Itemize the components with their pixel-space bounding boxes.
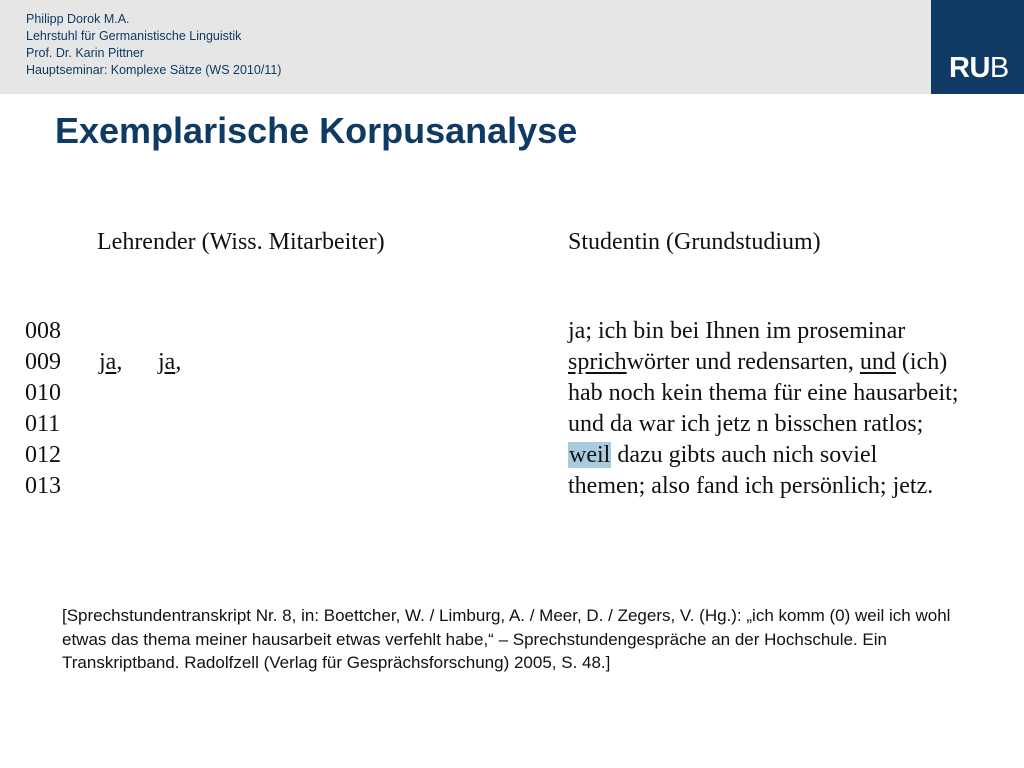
overlap-und: und [859,349,896,375]
highlighted-weil: weil [569,442,611,468]
rub-logo-ru: RU [949,52,990,84]
slide-title: Exemplarische Korpusanalyse [55,110,578,151]
line-number: 012 [25,442,61,468]
line-number: 010 [25,380,61,406]
line-number: 008 [25,318,61,344]
line-number: 013 [25,473,61,499]
rub-logo-b: B [989,52,1009,84]
comma: , [175,349,182,375]
backchannel-ja: ja [158,349,176,375]
overlap-sprich: sprich [568,349,627,375]
rub-logo-text [949,52,1009,85]
comma: , [116,349,123,375]
author-block [26,11,281,79]
slide-header [0,0,1024,94]
text-segment: dazu gibts auch nich soviel [611,442,878,468]
rub-logo [931,0,1024,94]
line-number: 011 [25,411,61,437]
teacher-utterance-1 [99,349,122,376]
source-citation: [Sprechstundentranskript Nr. 8, in: Boettcher, W. / Limburg, A. / Meer, D. / Zegers, V. (Hg.): „ich komm (0) weil ich wohl etwas das thema meiner hausarbeit etwas verfehlt habe,“ – Sprechstundengespräche an der Hochschule. Ein Transkriptband. Radolfzell (Verlag für Gesprächsforschung) 2005, S. 48.] [62,606,951,672]
backchannel-ja: ja [99,349,117,375]
seminar-name: Hauptseminar: Komplexe Sätze (WS 2010/11) [26,63,282,77]
text-segment: wörter und redensarten, [626,349,860,375]
student-line-012 [568,442,877,469]
chair-name: Lehrstuhl für Germanistische Linguistik [26,29,242,43]
professor-name: Prof. Dr. Karin Pittner [26,46,145,60]
line-number: 009 [25,349,61,375]
student-line-013: themen; also fand ich persönlich; jetz. [568,473,934,499]
student-line-009 [568,349,947,376]
text-segment: (ich) [895,349,948,375]
column-header-student: Studentin (Grundstudium) [568,229,821,255]
student-line-008: ja; ich bin bei Ihnen im proseminar [568,318,906,344]
column-header-teacher: Lehrender (Wiss. Mitarbeiter) [97,229,385,255]
author-name: Philipp Dorok M.A. [26,12,130,26]
teacher-utterance-2 [158,349,181,376]
student-line-010: hab noch kein thema für eine hausarbeit; [568,380,959,406]
student-line-011: und da war ich jetz n bisschen ratlos; [568,411,924,437]
